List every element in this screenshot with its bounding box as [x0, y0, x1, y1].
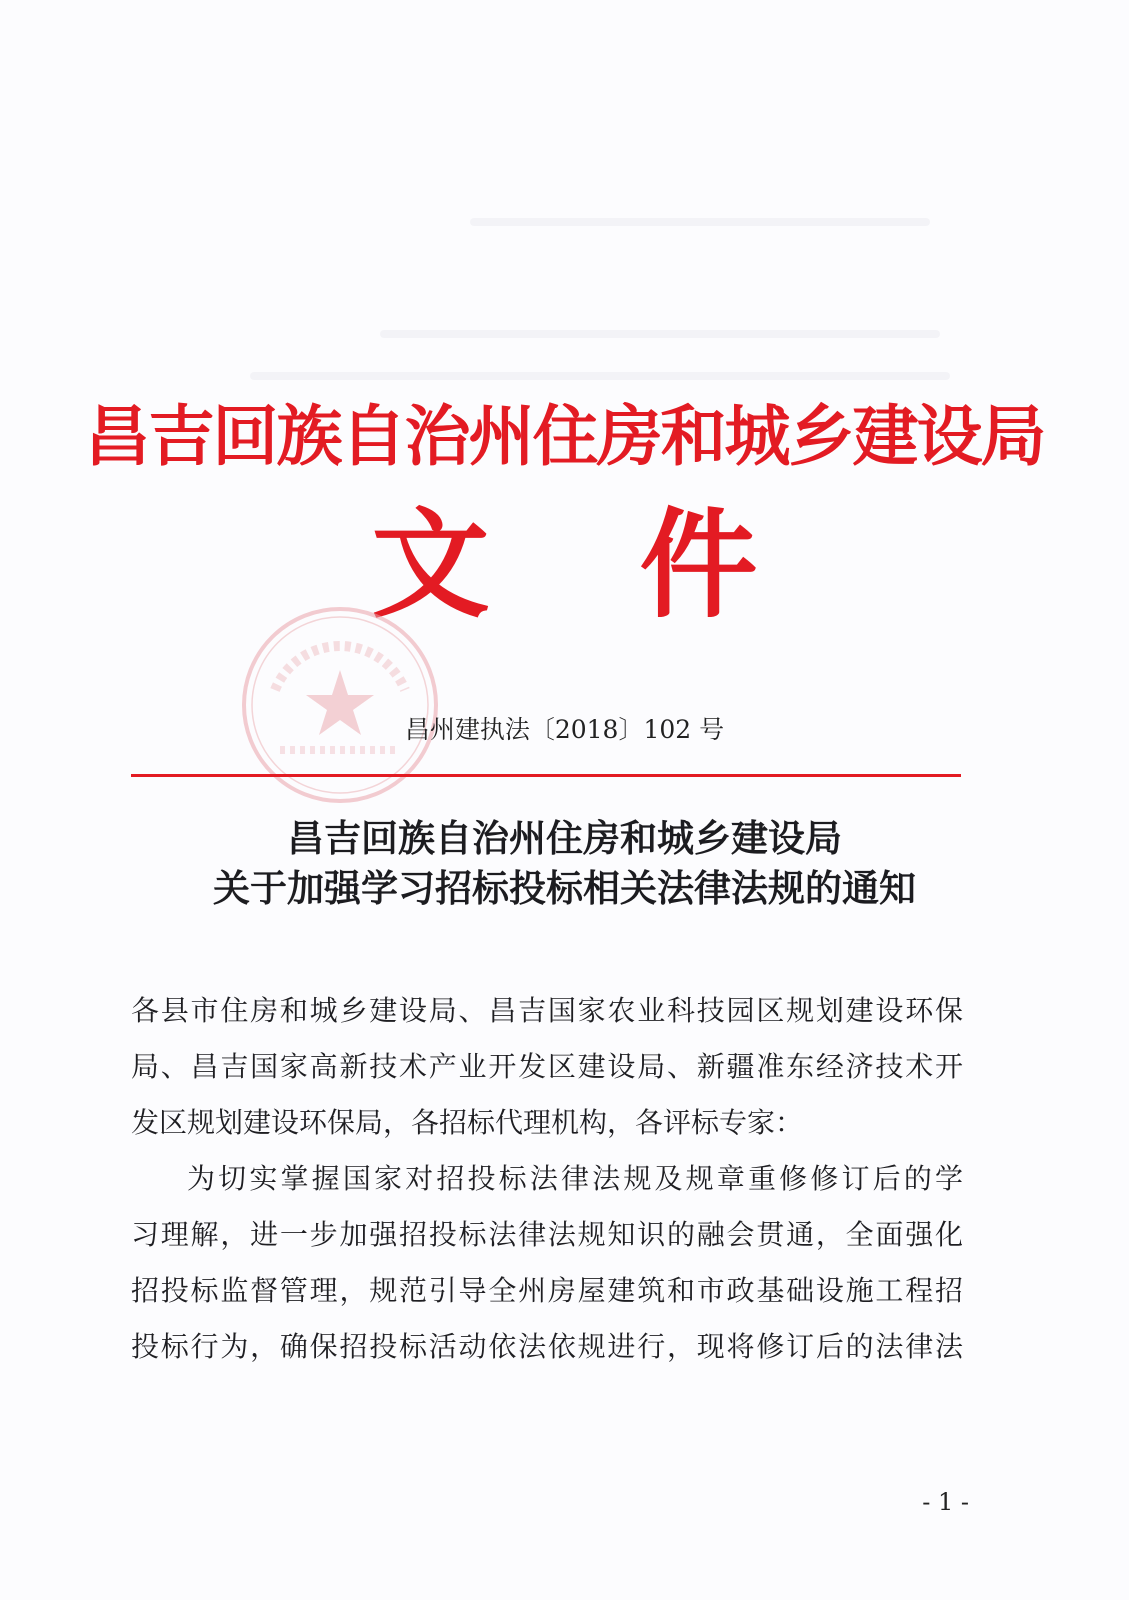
notice-body	[131, 983, 963, 1375]
body-line: 投标行为，确保招投标活动依法依规进行，现将修订后的法律法	[131, 1330, 963, 1363]
body-line: 发区规划建设环保局，各招标代理机构，各评标专家：	[131, 1106, 804, 1139]
scan-artifact	[250, 372, 950, 380]
document-number: 昌州建执法〔2018〕102 号	[404, 715, 725, 744]
scan-artifact	[380, 330, 940, 338]
scan-artifact	[470, 218, 930, 226]
issuer-header: 昌吉回族自治州住房和城乡建设局	[84, 398, 1045, 475]
notice-title-line2: 关于加强学习招标投标相关法律法规的通知	[213, 867, 916, 910]
body-line: 习理解，进一步加强招投标法律法规知识的融会贯通，全面强化	[131, 1218, 963, 1251]
notice-title-line1: 昌吉回族自治州住房和城乡建设局	[287, 817, 842, 860]
red-divider	[131, 774, 961, 777]
notice-title	[0, 814, 1129, 914]
official-seal-icon	[235, 600, 445, 810]
document-type-header: 文件	[371, 495, 908, 634]
body-line: 局、昌吉国家高新技术产业开发区建设局、新疆准东经济技术开	[131, 1050, 963, 1083]
body-line: 为切实掌握国家对招投标法律法规及规章重修修订后的学	[187, 1162, 963, 1195]
body-line: 招投标监督管理，规范引导全州房屋建筑和市政基础设施工程招	[131, 1274, 963, 1307]
body-line: 各县市住房和城乡建设局、昌吉国家农业科技园区规划建设环保	[131, 994, 963, 1027]
page-number: - 1 -	[922, 1488, 969, 1516]
